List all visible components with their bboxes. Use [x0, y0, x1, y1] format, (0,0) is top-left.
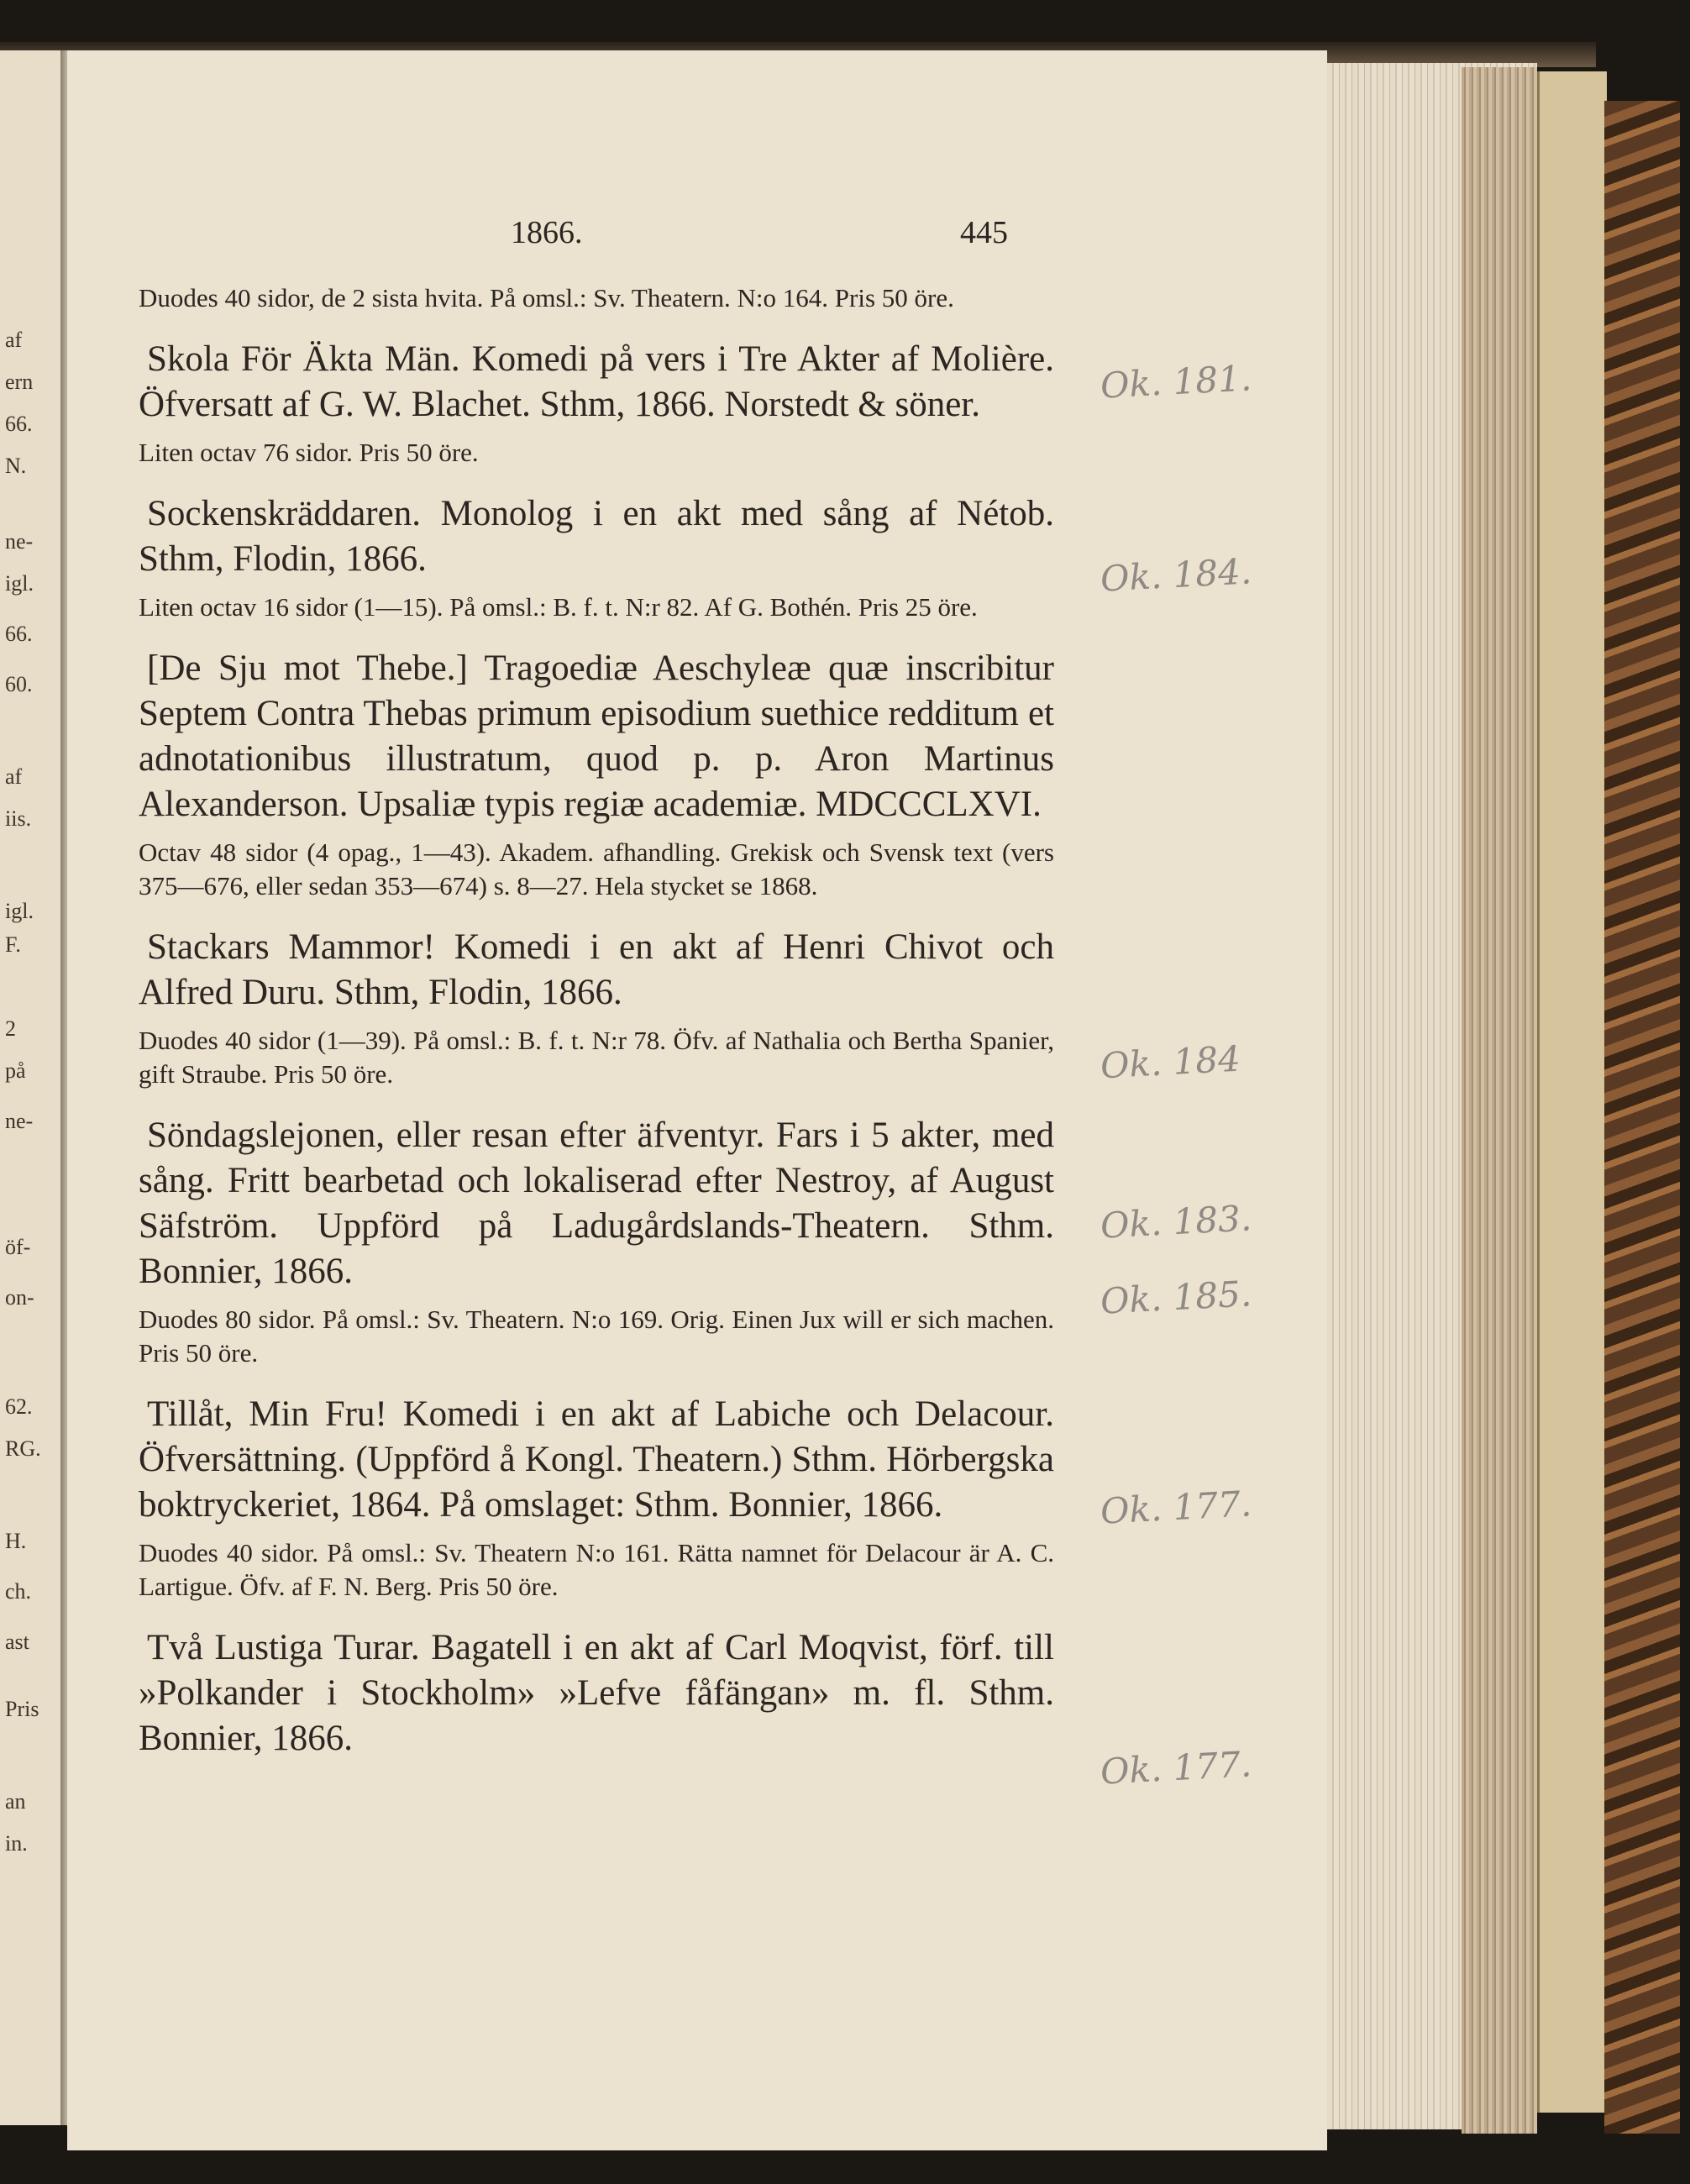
list-item	[139, 646, 1054, 903]
margin-fragment: ne-	[5, 1109, 34, 1133]
entry-title: Tillåt, Min Fru! Komedi i en akt af Labiche och Delacour. Öfversättning. (Uppförd å Kongl. Theatern.) Sthm. Hörbergska boktryckeriet, 1864. På omslaget: Sthm. Bonnier, 1866.	[139, 1394, 1054, 1525]
margin-fragment: ne-	[5, 529, 34, 554]
entry-title: Söndagslejonen, eller resan efter äfventyr. Fars i 5 akter, med sång. Fritt bearbetad och lokaliserad efter Nestroy, af August Säfström. Uppförd på Ladugårdslands-Theatern. Sthm. Bonnier, 1866.	[139, 1116, 1054, 1291]
running-head-year: 1866.	[511, 215, 583, 250]
list-item	[139, 281, 1054, 315]
entry-title: Stackars Mammor! Komedi i en akt af Henri Chivot och Alfred Duru. Sthm, Flodin, 1866.	[139, 927, 1054, 1012]
margin-fragment: ch.	[5, 1579, 32, 1604]
list-item	[139, 1392, 1054, 1604]
entry-title: Skola För Äkta Män. Komedi på vers i Tre Akter af Molière. Öfversatt af G. W. Blachet. Sthm, 1866. Norstedt & söner.	[139, 339, 1054, 424]
list-item	[139, 337, 1054, 470]
handwritten-note: Ok. 183.	[1099, 1197, 1253, 1247]
handwritten-note: Ok. 184	[1099, 1037, 1241, 1087]
margin-fragment: an	[5, 1789, 26, 1814]
list-item	[139, 491, 1054, 624]
entry-detail: Octav 48 sidor (4 opag., 1—43). Akadem. afhandling. Grekisk och Svensk text (vers 375—676, eller sedan 353—674) s. 8—27. Hela stycket se 1868.	[139, 837, 1054, 900]
margin-fragment: in.	[5, 1831, 28, 1856]
entry-detail: Duodes 80 sidor. På omsl.: Sv. Theatern. N:o 169. Orig. Einen Jux will er sich machen. Pris 50 öre.	[139, 1305, 1054, 1368]
handwritten-note: Ok. 181.	[1099, 357, 1253, 407]
margin-fragment: 62.	[5, 1394, 33, 1419]
margin-fragment: af	[5, 328, 23, 352]
left-page-edge	[0, 50, 62, 2125]
margin-fragment: ast	[5, 1630, 29, 1654]
margin-fragment: ern	[5, 370, 34, 394]
entry-title: Sockenskräddaren. Monolog i en akt med sång af Nétob. Sthm, Flodin, 1866.	[139, 494, 1054, 579]
book-cover-board	[1537, 71, 1607, 2113]
margin-fragment: H.	[5, 1529, 27, 1553]
margin-fragment: N.	[5, 454, 27, 478]
entry-detail: Liten octav 76 sidor. Pris 50 öre.	[139, 438, 479, 467]
entry-detail: Duodes 40 sidor. På omsl.: Sv. Theatern N:o 161. Rätta namnet för Delacour är A. C. Lartigue. Öfv. af F. N. Berg. Pris 50 öre.	[139, 1538, 1054, 1601]
handwritten-note: Ok. 177.	[1099, 1483, 1253, 1532]
list-item	[139, 1625, 1054, 1761]
bibliography-entries	[139, 281, 1054, 1783]
margin-fragment: igl.	[5, 899, 34, 923]
margin-fragment: 2	[5, 1016, 16, 1041]
entry-detail: Duodes 40 sidor (1—39). På omsl.: B. f. t. N:r 78. Öfv. af Nathalia och Bertha Spanier, gift Straube. Pris 50 öre.	[139, 1026, 1054, 1089]
marbled-cover	[1604, 101, 1680, 2134]
entry-detail: Duodes 40 sidor, de 2 sista hvita. På omsl.: Sv. Theatern. N:o 164. Pris 50 öre.	[139, 283, 954, 312]
margin-fragment: 66.	[5, 622, 33, 646]
handwritten-note: Ok. 177.	[1099, 1743, 1253, 1793]
margin-fragment: igl.	[5, 571, 34, 596]
entry-title: [De Sju mot Thebe.] Tragoediæ Aeschyleæ quæ inscribitur Septem Contra Thebas primum episodium suethice redditum et adnotationibus illustratum, quod p. p. Aron Martinus Alexanderson. Upsaliæ typis regiæ academiæ. MDCCCLXVI.	[139, 648, 1054, 824]
margin-fragment: Pris	[5, 1697, 39, 1721]
margin-fragment: on-	[5, 1285, 34, 1310]
margin-fragment: öf-	[5, 1235, 31, 1259]
page-number: 445	[960, 215, 1008, 250]
list-item	[139, 1113, 1054, 1370]
margin-fragment: 66.	[5, 412, 33, 436]
page-edges-dark	[1462, 67, 1537, 2134]
list-item	[139, 925, 1054, 1091]
handwritten-note: Ok. 185.	[1099, 1273, 1253, 1322]
margin-fragment: af	[5, 764, 23, 789]
handwritten-note: Ok. 184.	[1099, 550, 1253, 600]
entry-detail: Liten octav 16 sidor (1—15). På omsl.: B. f. t. N:r 82. Af G. Bothén. Pris 25 öre.	[139, 592, 978, 622]
entry-title: Två Lustiga Turar. Bagatell i en akt af Carl Moqvist, förf. till »Polkander i Stockholm» »Lefve fåfängan» m. fl. Sthm. Bonnier, 1866.	[139, 1628, 1054, 1758]
margin-fragment: på	[5, 1058, 26, 1083]
margin-fragment: RG.	[5, 1436, 41, 1461]
margin-fragment: iis.	[5, 806, 32, 831]
margin-fragment: 60.	[5, 672, 33, 696]
margin-fragment: F.	[5, 932, 21, 957]
